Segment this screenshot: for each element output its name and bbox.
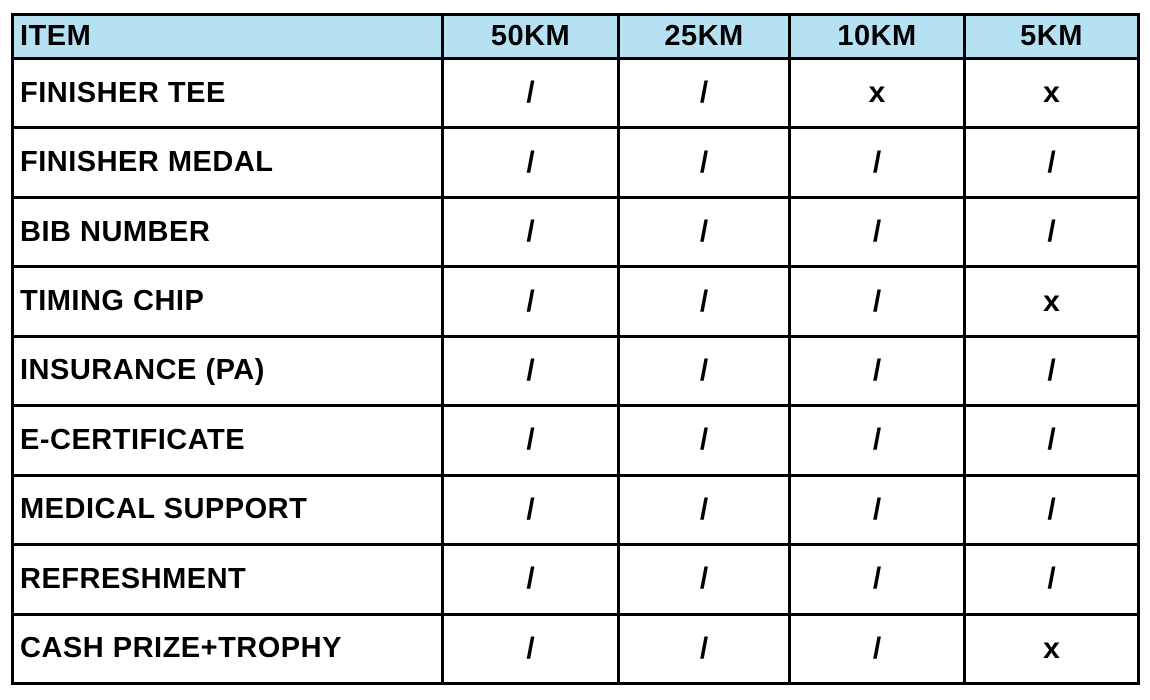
value-cell: / <box>790 128 965 197</box>
perks-table-container <box>11 13 1140 685</box>
value-cell: / <box>965 406 1139 475</box>
value-cell: / <box>619 614 790 684</box>
value-cell: / <box>790 197 965 266</box>
table-row-cash-prize-trophy <box>13 614 1139 684</box>
value-cell: x <box>965 614 1139 684</box>
table-body <box>13 59 1139 684</box>
value-cell: / <box>443 197 619 266</box>
value-cell: / <box>619 545 790 614</box>
table-row-finisher-medal <box>13 128 1139 197</box>
row-label-timing-chip: TIMING CHIP <box>13 267 443 336</box>
row-label-e-certificate: E-CERTIFICATE <box>13 406 443 475</box>
value-cell: / <box>443 475 619 544</box>
value-cell: / <box>619 59 790 128</box>
value-cell: / <box>965 336 1139 405</box>
row-label-cash-prize-trophy: CASH PRIZE+TROPHY <box>13 614 443 684</box>
value-cell: x <box>790 59 965 128</box>
value-cell: / <box>443 59 619 128</box>
value-cell: / <box>790 545 965 614</box>
value-cell: / <box>619 267 790 336</box>
row-label-finisher-tee: FINISHER TEE <box>13 59 443 128</box>
column-header-item: ITEM <box>13 15 443 59</box>
table-row-insurance <box>13 336 1139 405</box>
header-row <box>13 15 1139 59</box>
table-header <box>13 15 1139 59</box>
value-cell: / <box>965 197 1139 266</box>
table-row-finisher-tee <box>13 59 1139 128</box>
value-cell: / <box>619 128 790 197</box>
row-label-medical-support: MEDICAL SUPPORT <box>13 475 443 544</box>
row-label-refreshment: REFRESHMENT <box>13 545 443 614</box>
value-cell: / <box>790 475 965 544</box>
value-cell: / <box>965 128 1139 197</box>
value-cell: / <box>619 406 790 475</box>
column-header-50km: 50KM <box>443 15 619 59</box>
race-perks-table <box>11 13 1140 685</box>
table-row-medical-support <box>13 475 1139 544</box>
table-row-e-certificate <box>13 406 1139 475</box>
value-cell: / <box>790 267 965 336</box>
row-label-finisher-medal: FINISHER MEDAL <box>13 128 443 197</box>
table-row-timing-chip <box>13 267 1139 336</box>
table-row-bib-number <box>13 197 1139 266</box>
value-cell: / <box>790 406 965 475</box>
value-cell: / <box>443 614 619 684</box>
value-cell: x <box>965 59 1139 128</box>
value-cell: / <box>443 545 619 614</box>
row-label-insurance: INSURANCE (PA) <box>13 336 443 405</box>
value-cell: / <box>443 267 619 336</box>
table-row-refreshment <box>13 545 1139 614</box>
value-cell: / <box>790 336 965 405</box>
value-cell: / <box>965 545 1139 614</box>
value-cell: / <box>619 475 790 544</box>
value-cell: / <box>443 336 619 405</box>
column-header-5km: 5KM <box>965 15 1139 59</box>
value-cell: / <box>443 128 619 197</box>
column-header-10km: 10KM <box>790 15 965 59</box>
row-label-bib-number: BIB NUMBER <box>13 197 443 266</box>
value-cell: / <box>790 614 965 684</box>
value-cell: x <box>965 267 1139 336</box>
value-cell: / <box>965 475 1139 544</box>
value-cell: / <box>619 197 790 266</box>
column-header-25km: 25KM <box>619 15 790 59</box>
value-cell: / <box>443 406 619 475</box>
value-cell: / <box>619 336 790 405</box>
